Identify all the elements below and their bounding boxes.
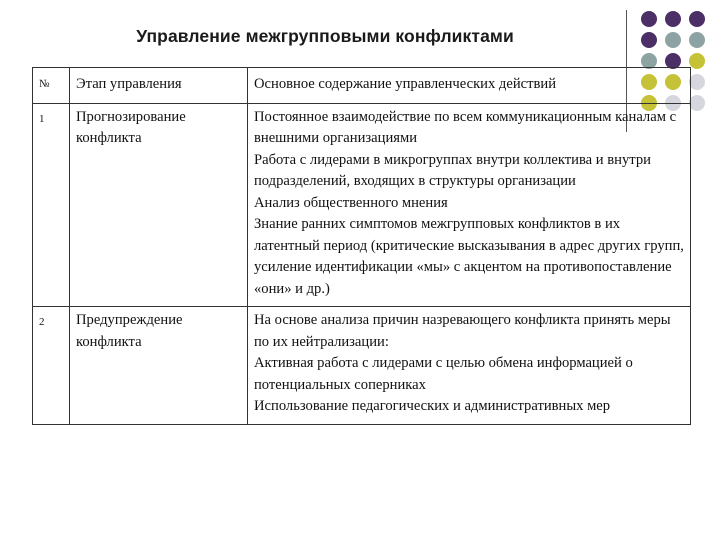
decorative-dot [689,11,705,27]
content-item: Постоянное взаимодействие по всем коммуникационным каналам с внешними организациями [254,108,677,146]
decorative-dot [689,53,705,69]
decorative-dot [641,32,657,48]
row-number: 2 [33,307,70,425]
header-content: Основное содержание управленческих действий [248,68,691,104]
decorative-dot [665,32,681,48]
content-item: Работа с лидерами в микрогруппах внутри коллектива и внутри подразделений, входящих в структуры организации [254,151,651,189]
row-content [248,307,691,425]
decorative-dot [641,11,657,27]
content-item: Знание ранних симптомов межгрупповых конфликтов в их латентный период (критические высказывания в адрес других групп, усиление идентификации «мы» с акцентом на противопоставление «они» и др.) [254,216,684,297]
conflict-management-table [32,67,691,425]
content-item: На основе анализа причин назревающего конфликта принять меры по их нейтрализации: [254,312,671,350]
table-row [33,103,691,307]
decorative-dot [689,32,705,48]
content-item: Анализ общественного мнения [254,194,448,211]
page-title: Управление межгрупповыми конфликтами [136,26,514,46]
content-item: Активная работа с лидерами с целью обмена информацией о потенциальных соперниках [254,355,633,393]
row-stage: Прогнозирование конфликта [70,103,248,307]
decorative-dot [689,74,705,90]
decorative-dot [689,95,705,111]
row-number: 1 [33,103,70,307]
table-header-row [33,68,691,104]
header-number: № [33,68,70,104]
row-content [248,103,691,307]
table-row [33,307,691,425]
row-stage: Предупреждение конфликта [70,307,248,425]
header-stage: Этап управления [70,68,248,104]
content-item: Использование педагогических и административных мер [254,398,611,414]
decorative-dot [665,11,681,27]
